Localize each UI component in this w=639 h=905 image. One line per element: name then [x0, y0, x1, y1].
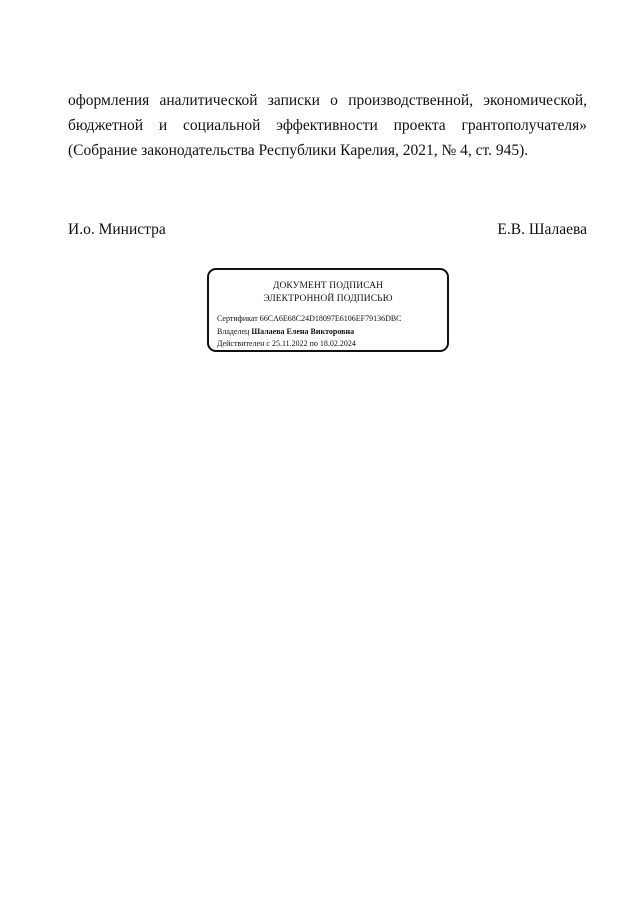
owner-label: Владелец — [217, 326, 250, 336]
paragraph-line-1: оформления аналитической записки о производственной, экономической, — [68, 92, 587, 109]
valid-to-word: по — [309, 339, 318, 348]
valid-from-date: 25.11.2022 — [271, 339, 308, 348]
stamp-validity-row — [217, 338, 441, 351]
stamp-title-line-1: ДОКУМЕНТ ПОДПИСАН — [272, 281, 384, 291]
stamp-details — [217, 313, 441, 351]
owner-value: Шалаева Елена Викторовна — [251, 326, 355, 336]
valid-from-word: с — [266, 339, 270, 348]
certificate-value: 66CA6E68C24D18097E6106EF79136DBC — [259, 314, 402, 323]
valid-label: Действителен — [217, 339, 265, 348]
paragraph-line-2: бюджетной и социальной эффективности проекта грантополучателя» — [68, 117, 587, 134]
body-paragraph — [68, 88, 587, 163]
signatory-name: Е.В. Шалаева — [497, 221, 587, 238]
electronic-signature-stamp — [207, 268, 449, 352]
paragraph-line-3: (Собрание законодательства Республики Карелия, 2021, № 4, ст. 945). — [68, 142, 529, 159]
certificate-label: Сертификат — [217, 314, 258, 323]
stamp-title-line-2: ЭЛЕКТРОННОЙ ПОДПИСЬЮ — [263, 293, 393, 304]
stamp-certificate-row — [217, 313, 441, 326]
stamp-owner-row — [217, 326, 441, 339]
stamp-title — [209, 280, 447, 305]
signatory-role: И.о. Министра — [68, 221, 166, 238]
valid-to-date: 18.02.2024 — [319, 339, 356, 348]
